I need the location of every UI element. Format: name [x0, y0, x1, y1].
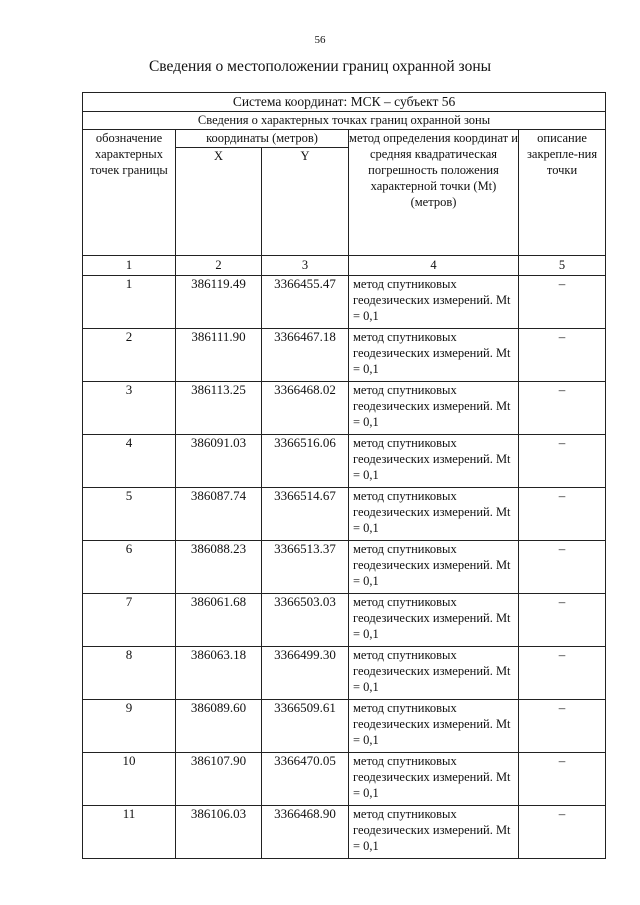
header-point-designation: обозначение характерных точек границы — [83, 130, 176, 256]
column-number: 1 — [83, 256, 176, 276]
x-coordinate-cell: 386089.60 — [176, 700, 262, 753]
y-coordinate-cell: 3366514.67 — [262, 488, 349, 541]
fixing-description-cell: – — [519, 541, 606, 594]
header-y: Y — [262, 148, 349, 256]
fixing-description-cell: – — [519, 382, 606, 435]
point-id-cell: 9 — [83, 700, 176, 753]
method-cell: метод спутниковых геодезических измерений. Mt = 0,1 — [349, 753, 519, 806]
column-number: 2 — [176, 256, 262, 276]
column-number: 4 — [349, 256, 519, 276]
x-coordinate-cell: 386119.49 — [176, 276, 262, 329]
point-id-cell: 7 — [83, 594, 176, 647]
column-number: 5 — [519, 256, 606, 276]
table-row — [83, 488, 606, 541]
x-coordinate-cell: 386063.18 — [176, 647, 262, 700]
table-row — [83, 382, 606, 435]
y-coordinate-cell: 3366513.37 — [262, 541, 349, 594]
header-row — [83, 130, 606, 148]
coordinate-system-label: Система координат: МСК – субъект 56 — [83, 93, 606, 112]
header-fixing-description: описание закрепле-ния точки — [519, 130, 606, 256]
fixing-description-cell: – — [519, 329, 606, 382]
fixing-description-cell: – — [519, 647, 606, 700]
coordinate-system-row — [83, 93, 606, 112]
y-coordinate-cell: 3366467.18 — [262, 329, 349, 382]
method-cell: метод спутниковых геодезических измерений. Mt = 0,1 — [349, 329, 519, 382]
table-row — [83, 276, 606, 329]
method-cell: метод спутниковых геодезических измерений. Mt = 0,1 — [349, 594, 519, 647]
point-id-cell: 5 — [83, 488, 176, 541]
column-numbers-row — [83, 256, 606, 276]
method-cell: метод спутниковых геодезических измерений. Mt = 0,1 — [349, 647, 519, 700]
document-title: Сведения о местоположении границ охранной зоны — [148, 58, 492, 75]
y-coordinate-cell: 3366455.47 — [262, 276, 349, 329]
x-coordinate-cell: 386091.03 — [176, 435, 262, 488]
method-cell: метод спутниковых геодезических измерений. Mt = 0,1 — [349, 488, 519, 541]
page-number: 56 — [314, 34, 326, 46]
point-id-cell: 1 — [83, 276, 176, 329]
table-row — [83, 541, 606, 594]
y-coordinate-cell: 3366516.06 — [262, 435, 349, 488]
method-cell: метод спутниковых геодезических измерений. Mt = 0,1 — [349, 276, 519, 329]
table-row — [83, 329, 606, 382]
y-coordinate-cell: 3366470.05 — [262, 753, 349, 806]
y-coordinate-cell: 3366468.02 — [262, 382, 349, 435]
fixing-description-cell: – — [519, 700, 606, 753]
method-cell: метод спутниковых геодезических измерений. Mt = 0,1 — [349, 541, 519, 594]
x-coordinate-cell: 386087.74 — [176, 488, 262, 541]
column-number: 3 — [262, 256, 349, 276]
point-id-cell: 11 — [83, 806, 176, 859]
method-cell: метод спутниковых геодезических измерений. Mt = 0,1 — [349, 700, 519, 753]
coordinates-table — [82, 92, 606, 859]
header-coordinates: координаты (метров) — [176, 130, 349, 148]
point-id-cell: 2 — [83, 329, 176, 382]
method-cell: метод спутниковых геодезических измерений. Mt = 0,1 — [349, 435, 519, 488]
x-coordinate-cell: 386106.03 — [176, 806, 262, 859]
method-cell: метод спутниковых геодезических измерений. Mt = 0,1 — [349, 382, 519, 435]
x-coordinate-cell: 386113.25 — [176, 382, 262, 435]
table-row — [83, 435, 606, 488]
method-cell: метод спутниковых геодезических измерений. Mt = 0,1 — [349, 806, 519, 859]
fixing-description-cell: – — [519, 594, 606, 647]
section-title-row — [83, 112, 606, 130]
point-id-cell: 3 — [83, 382, 176, 435]
fixing-description-cell: – — [519, 435, 606, 488]
table-row — [83, 594, 606, 647]
y-coordinate-cell: 3366499.30 — [262, 647, 349, 700]
point-id-cell: 10 — [83, 753, 176, 806]
table-row — [83, 806, 606, 859]
x-coordinate-cell: 386107.90 — [176, 753, 262, 806]
table-row — [83, 700, 606, 753]
point-id-cell: 8 — [83, 647, 176, 700]
x-coordinate-cell: 386088.23 — [176, 541, 262, 594]
header-method: метод определения координат и средняя квадратическая погрешность положения характерной точки (Mt) (метров) — [349, 130, 519, 256]
fixing-description-cell: – — [519, 806, 606, 859]
y-coordinate-cell: 3366503.03 — [262, 594, 349, 647]
x-coordinate-cell: 386111.90 — [176, 329, 262, 382]
y-coordinate-cell: 3366509.61 — [262, 700, 349, 753]
fixing-description-cell: – — [519, 276, 606, 329]
point-id-cell: 4 — [83, 435, 176, 488]
y-coordinate-cell: 3366468.90 — [262, 806, 349, 859]
section-title: Сведения о характерных точках границ охранной зоны — [83, 112, 606, 130]
table-row — [83, 647, 606, 700]
fixing-description-cell: – — [519, 753, 606, 806]
header-x: X — [176, 148, 262, 256]
table-row — [83, 753, 606, 806]
point-id-cell: 6 — [83, 541, 176, 594]
x-coordinate-cell: 386061.68 — [176, 594, 262, 647]
fixing-description-cell: – — [519, 488, 606, 541]
